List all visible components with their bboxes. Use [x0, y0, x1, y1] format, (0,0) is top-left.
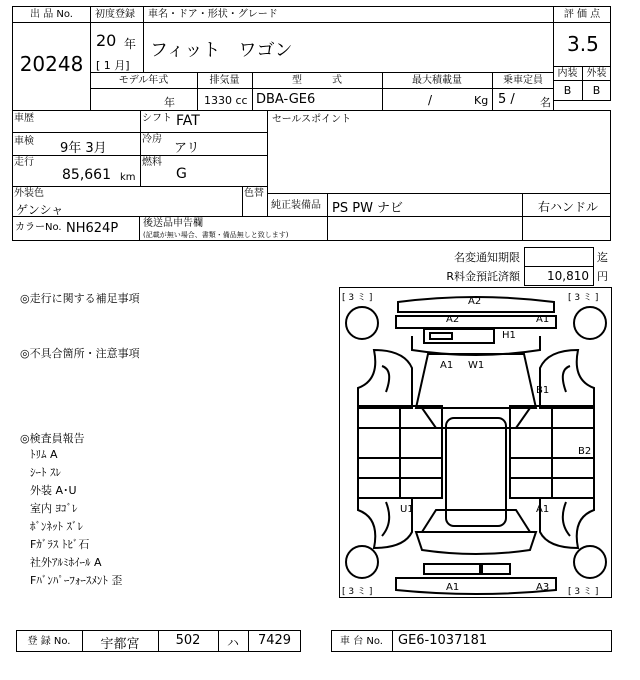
left-fender: [358, 350, 412, 408]
ac-value: アリ: [174, 141, 200, 156]
equipment-label: 純正装備品: [271, 200, 321, 211]
exterior-label: 外装: [586, 68, 607, 79]
shift-value: FAT: [176, 113, 200, 129]
damage-mark-u1: U1: [400, 504, 414, 515]
exterior-color-label: 外装色: [14, 188, 44, 199]
chassis-number: GE6-1037181: [398, 633, 488, 648]
grade-label: 評 価 点: [563, 9, 601, 20]
name-change-box: [524, 247, 594, 267]
model-year-label: モデル年式: [118, 75, 169, 86]
tire-depth-rear-left: [ 3 ミ ]: [342, 587, 373, 597]
inspection-value: 9年 3月: [60, 141, 107, 156]
registration-class: 502: [175, 633, 201, 648]
mileage-label: 走行: [14, 157, 34, 168]
car-name: フィット ワゴン: [150, 40, 293, 61]
exterior-grade: B: [592, 84, 601, 97]
name-change-label: 名変通知期限: [454, 251, 520, 264]
mileage-unit: km: [120, 172, 136, 183]
headlight: [430, 333, 452, 339]
model-value: DBA-GE6: [256, 92, 316, 107]
color-change-label: 色替: [244, 188, 264, 199]
inspector-item: 社外ｱﾙﾐﾎｲｰﾙ A: [30, 556, 102, 569]
damage-mark-b2: B2: [578, 446, 592, 457]
front-bumper-lower: [396, 316, 556, 328]
damage-mark-a1-rear-right: A1: [536, 504, 550, 515]
tire-depth-front-right: [ 3 ミ ]: [568, 293, 599, 303]
tire-depth-rear-right: [ 3 ミ ]: [568, 587, 599, 597]
driving-notes-label: ◎走行に関する補足事項: [20, 292, 140, 305]
inspection-label: 車検: [14, 136, 34, 147]
mileage-value: 85,661: [62, 167, 111, 183]
defect-notes-label: ◎不具合箇所・注意事項: [20, 347, 140, 360]
capacity-value: 5 /: [498, 92, 515, 107]
capacity-unit: 名: [540, 96, 551, 109]
displacement-value: 1330 cc: [204, 94, 248, 107]
inspector-item: 室内 ﾖｺﾞﾚ: [30, 502, 78, 515]
capacity-label: 乗車定員: [503, 75, 543, 86]
interior-grade: B: [563, 84, 572, 97]
inspector-item: Fﾊﾞﾝﾊﾟｰﾌｫｰｽﾒﾝﾄ 歪: [30, 574, 123, 587]
damage-mark-a1-front-right: A1: [536, 314, 550, 325]
inspector-item: Fｶﾞﾗｽ ﾄﾋﾞ石: [30, 538, 90, 551]
registration-area: 宇都宮: [100, 637, 140, 652]
car-name-label: 車名・ドア・形状・グレード: [148, 9, 278, 20]
first-reg-year: 20: [96, 31, 117, 50]
damage-mark-a1-rear: A1: [446, 582, 460, 593]
tire-rear-left: [346, 546, 378, 578]
fuel-label: 燃料: [142, 157, 162, 168]
rear-bumper: [396, 578, 556, 594]
recycle-unit: 円: [597, 270, 608, 283]
first-reg-year-unit: 年: [124, 37, 137, 51]
inspector-item: ﾎﾞﾝﾈｯﾄ ｽﾞﾚ: [30, 520, 83, 533]
damage-mark-a2-top: A2: [468, 296, 482, 307]
displacement-label: 排気量: [209, 75, 240, 86]
model-year-value: 年: [164, 96, 175, 109]
tire-rear-right: [574, 546, 606, 578]
interior-label: 内装: [557, 68, 578, 79]
fuel-value: G: [176, 166, 187, 182]
tire-depth-front-left: [ 3 ミ ]: [342, 293, 373, 303]
registration-number: 7429: [257, 633, 292, 648]
damage-mark-w1: W1: [468, 360, 485, 371]
recycle-value: 10,810: [547, 269, 589, 283]
exterior-color-value: ゲンシャ: [16, 203, 64, 217]
name-change-unit: 迄: [597, 251, 608, 264]
color-no-value: NH624P: [66, 221, 119, 236]
damage-mark-a3: A3: [536, 582, 550, 593]
rear-window: [422, 510, 530, 532]
damage-mark-b1: B1: [536, 385, 550, 396]
tire-front-left: [346, 307, 378, 339]
registration-kana: ハ: [226, 636, 239, 650]
damage-mark-a1-hood: A1: [440, 360, 454, 371]
docs-label: 後送品申告欄: [143, 218, 203, 229]
max-load-unit: Kg: [474, 94, 489, 107]
inspector-item: ﾄﾘﾑ A: [30, 448, 58, 461]
registration-label: 登 録 No.: [27, 636, 71, 647]
docs-note: (記載が無い場合、書類・備品無しと致します): [143, 231, 289, 239]
first-reg-label: 初度登録: [95, 9, 135, 20]
grade-value: 3.5: [567, 32, 599, 56]
max-load-label: 最大積載量: [412, 75, 462, 86]
tire-front-right: [574, 307, 606, 339]
shift-label: シフト: [142, 113, 172, 124]
rear-plate: [424, 564, 480, 574]
sales-point-label: セールスポイント: [272, 114, 352, 125]
inspector-item: 外装 A･U: [30, 484, 77, 497]
inspector-report-label: ◎検査員報告: [20, 432, 85, 445]
history-label: 車歴: [14, 113, 34, 124]
chassis-label: 車 台 No.: [340, 636, 383, 647]
damage-mark-a2-front: A2: [446, 314, 460, 325]
inspector-item: ｼｰﾄ ｽﾚ: [30, 466, 61, 479]
color-no-label: カラーNo.: [15, 222, 62, 233]
car-diagram: [339, 287, 612, 598]
tailgate: [416, 532, 536, 554]
car-diagram-drawing: [340, 288, 613, 599]
damage-mark-h1: H1: [502, 330, 516, 341]
first-reg-month: [ 1 月]: [96, 59, 130, 72]
lot-number: 20248: [19, 52, 84, 76]
front-grille: [424, 329, 494, 343]
rear-light: [482, 564, 510, 574]
handle-value: 右ハンドル: [538, 200, 599, 214]
recycle-label: R料金預託済額: [446, 270, 520, 283]
ac-label: 冷房: [142, 134, 162, 145]
right-fender: [540, 350, 594, 408]
model-label: 型 式: [292, 75, 342, 86]
lot-number-label: 出 品 No.: [30, 9, 73, 20]
equipment-value: PS PW ナビ: [332, 201, 404, 216]
max-load-value: /: [428, 93, 433, 107]
